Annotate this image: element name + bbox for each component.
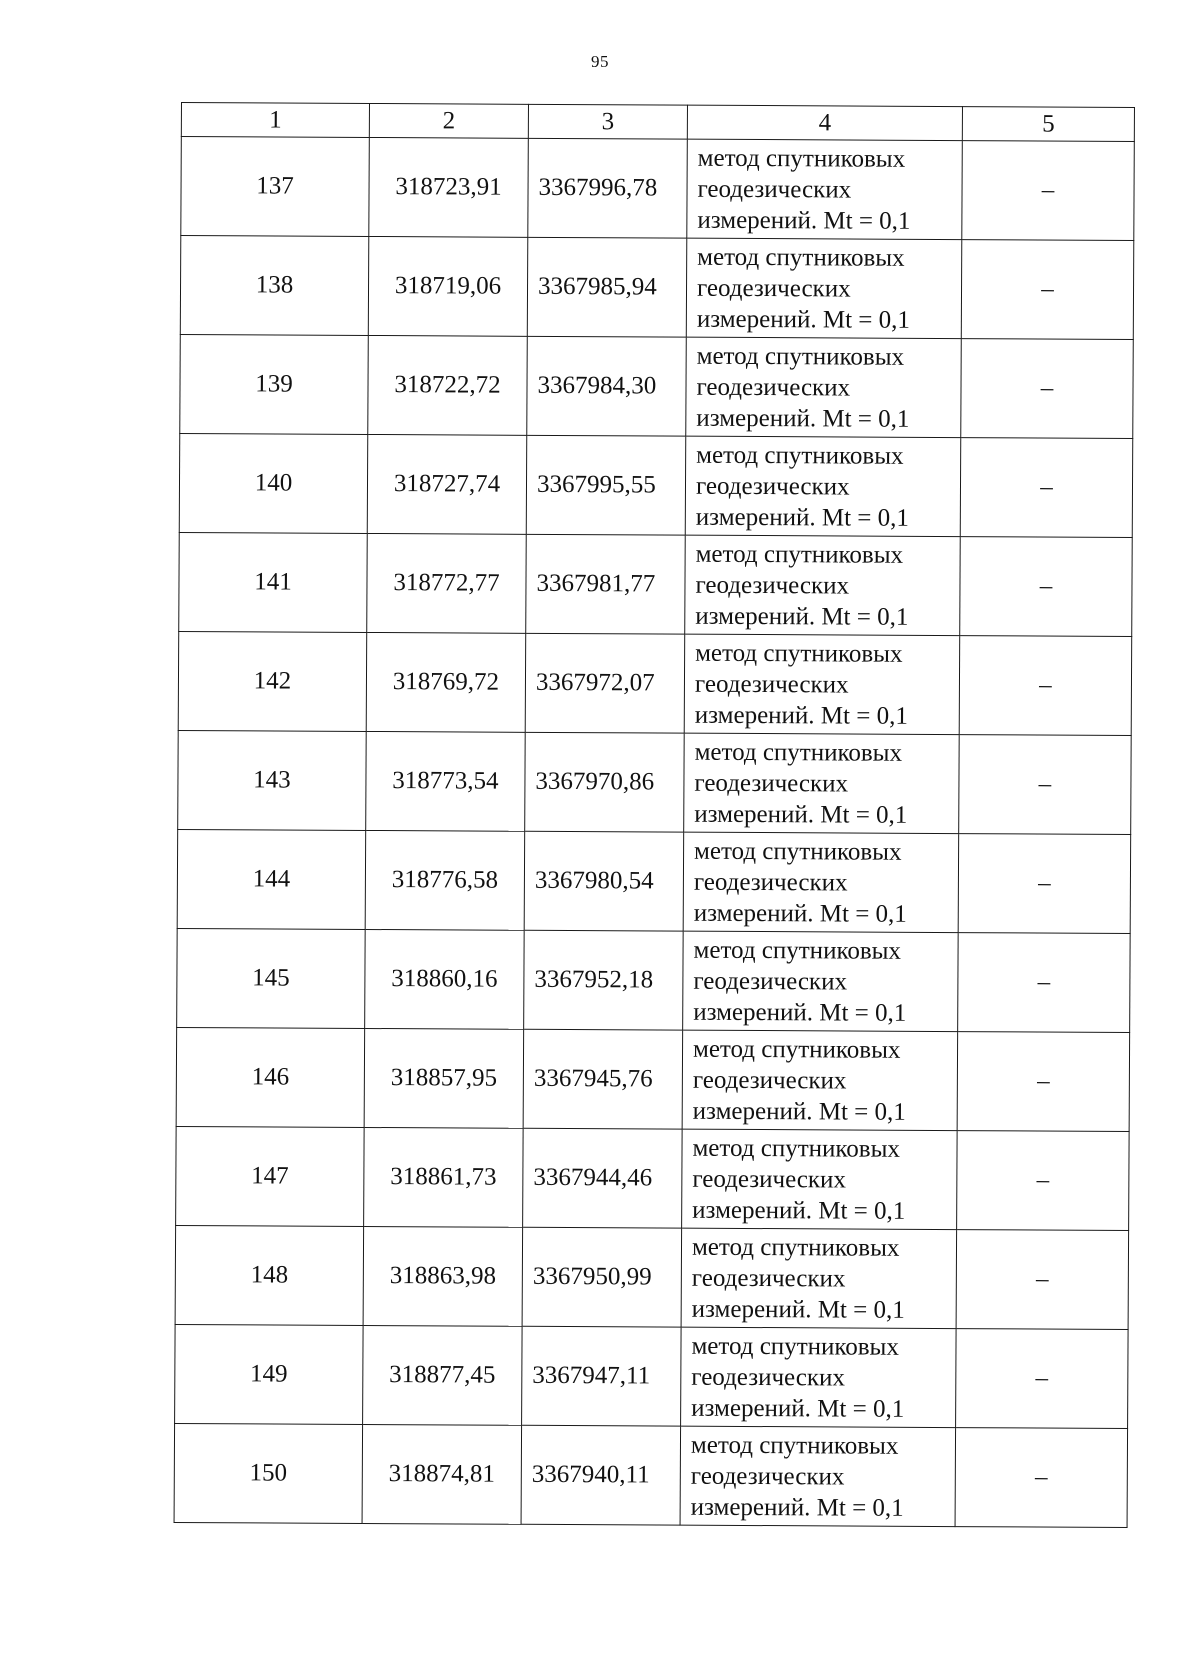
y-coordinate-cell: 3367985,94 (527, 237, 687, 337)
page-number: 95 (591, 52, 609, 71)
method-line: метод спутниковых (694, 837, 902, 866)
y-coordinate-cell: 3367995,55 (526, 435, 686, 535)
x-coordinate-cell: 318857,95 (364, 1028, 524, 1128)
point-number-cell: 145 (177, 928, 366, 1028)
table-row (177, 829, 1131, 933)
method-line: метод спутниковых (696, 342, 905, 371)
method-line: геодезических (694, 769, 849, 798)
method-line: метод спутниковых (695, 639, 903, 668)
extra-cell: – (960, 438, 1133, 538)
table-body (174, 137, 1134, 1528)
point-number-cell: 146 (176, 1027, 365, 1127)
method-line: геодезических (693, 967, 848, 995)
method-line: геодезических (690, 1462, 845, 1490)
x-coordinate-cell: 318769,72 (366, 632, 526, 732)
column-header-4: 4 (687, 105, 962, 140)
method-line: геодезических (692, 1165, 847, 1193)
method-cell (684, 733, 960, 833)
method-line: геодезических (696, 373, 851, 402)
method-line: метод спутниковых (691, 1233, 900, 1262)
method-line: метод спутниковых (693, 936, 902, 965)
point-number-cell: 149 (175, 1324, 364, 1424)
extra-cell: – (962, 141, 1135, 241)
table-row (181, 137, 1135, 241)
method-cell (684, 634, 960, 734)
y-coordinate-cell: 3367940,11 (521, 1425, 681, 1525)
x-coordinate-cell: 318772,77 (367, 533, 527, 633)
method-line: метод спутниковых (697, 144, 906, 173)
method-line: измерений. Mt = 0,1 (696, 305, 911, 334)
extra-cell: – (957, 1131, 1130, 1231)
y-coordinate-cell: 3367980,54 (524, 831, 684, 931)
point-number-cell: 140 (179, 433, 368, 533)
extra-cell: – (961, 240, 1134, 340)
y-coordinate-cell: 3367996,78 (528, 138, 688, 238)
method-cell (683, 931, 959, 1031)
method-line: измерений. Mt = 0,1 (697, 206, 911, 235)
method-cell (682, 1030, 958, 1130)
y-coordinate-cell: 3367972,07 (525, 633, 685, 733)
point-number-cell: 143 (178, 730, 367, 830)
method-line: измерений. Mt = 0,1 (691, 1394, 905, 1423)
y-coordinate-cell: 3367952,18 (524, 930, 684, 1030)
method-cell (681, 1228, 957, 1328)
point-number-cell: 142 (178, 631, 367, 731)
column-header-2: 2 (369, 103, 528, 138)
method-cell (687, 139, 963, 239)
method-cell (682, 1129, 958, 1229)
extra-cell: – (961, 339, 1134, 439)
point-number-cell: 150 (174, 1423, 363, 1523)
method-line: измерений. Mt = 0,1 (692, 1196, 906, 1225)
x-coordinate-cell: 318727,74 (367, 434, 527, 534)
y-coordinate-cell: 3367944,46 (523, 1128, 683, 1228)
method-line: геодезических (694, 670, 849, 699)
method-line: измерений. Mt = 0,1 (695, 602, 909, 631)
extra-cell: – (956, 1230, 1129, 1330)
method-cell (685, 436, 961, 536)
method-line: измерений. Mt = 0,1 (694, 800, 908, 829)
method-cell (686, 337, 962, 437)
x-coordinate-cell: 318860,16 (365, 929, 525, 1029)
method-line: метод спутниковых (697, 243, 905, 272)
y-coordinate-cell: 3367947,11 (522, 1326, 682, 1426)
method-line: метод спутниковых (692, 1035, 901, 1064)
method-line: измерений. Mt = 0,1 (692, 1097, 906, 1126)
method-line: измерений. Mt = 0,1 (691, 1295, 905, 1324)
x-coordinate-cell: 318861,73 (364, 1127, 524, 1227)
method-line: метод спутниковых (695, 540, 904, 569)
point-number-cell: 148 (175, 1225, 364, 1325)
table-row (180, 236, 1134, 340)
point-number-cell: 141 (179, 532, 368, 632)
method-line: геодезических (691, 1264, 846, 1292)
method-line: геодезических (692, 1066, 847, 1094)
table-row (180, 334, 1134, 438)
x-coordinate-cell: 318722,72 (368, 335, 528, 435)
y-coordinate-cell: 3367981,77 (526, 534, 686, 634)
y-coordinate-cell: 3367984,30 (527, 336, 687, 436)
table-row (179, 433, 1133, 537)
x-coordinate-cell: 318723,91 (369, 137, 529, 237)
method-line: метод спутниковых (690, 1431, 899, 1460)
extra-cell: – (956, 1329, 1129, 1429)
method-line: измерений. Mt = 0,1 (696, 404, 910, 433)
method-line: метод спутниковых (694, 738, 903, 767)
method-line: измерений. Mt = 0,1 (690, 1493, 904, 1522)
x-coordinate-cell: 318863,98 (363, 1226, 523, 1326)
table-row (174, 1423, 1128, 1527)
method-cell (683, 832, 959, 932)
table-row (175, 1225, 1129, 1329)
method-cell (686, 238, 962, 338)
table-row (176, 1027, 1130, 1131)
method-line: метод спутниковых (692, 1134, 901, 1163)
table-row (178, 631, 1132, 735)
extra-cell: – (960, 537, 1133, 637)
column-header-1: 1 (181, 103, 369, 138)
table-row (178, 730, 1132, 834)
point-number-cell: 144 (177, 829, 366, 929)
column-header-5: 5 (962, 107, 1134, 142)
table-row (177, 928, 1131, 1032)
x-coordinate-cell: 318776,58 (365, 830, 525, 930)
method-cell (680, 1426, 956, 1526)
method-line: метод спутниковых (691, 1332, 899, 1361)
method-line: геодезических (696, 274, 851, 303)
method-line: геодезических (695, 571, 850, 600)
method-line: геодезических (693, 868, 848, 897)
point-number-cell: 147 (176, 1126, 365, 1226)
method-line: измерений. Mt = 0,1 (694, 701, 908, 730)
y-coordinate-cell: 3367970,86 (525, 732, 685, 832)
x-coordinate-cell: 318773,54 (366, 731, 526, 831)
method-line: метод спутниковых (696, 441, 904, 470)
table-row (179, 532, 1133, 636)
coordinates-table (174, 102, 1135, 1528)
column-header-3: 3 (528, 104, 687, 139)
method-line: измерений. Mt = 0,1 (695, 503, 909, 532)
y-coordinate-cell: 3367945,76 (523, 1029, 683, 1129)
extra-cell: – (958, 933, 1131, 1033)
table-row (175, 1324, 1129, 1428)
extra-cell: – (959, 636, 1132, 736)
table-row (176, 1126, 1130, 1230)
point-number-cell: 138 (180, 236, 369, 336)
x-coordinate-cell: 318874,81 (362, 1424, 522, 1524)
x-coordinate-cell: 318877,45 (363, 1325, 523, 1425)
point-number-cell: 137 (181, 137, 370, 237)
method-cell (681, 1327, 957, 1427)
extra-cell: – (959, 735, 1132, 835)
method-line: геодезических (697, 175, 852, 204)
table-header-row (181, 103, 1134, 142)
extra-cell: – (958, 834, 1131, 934)
method-line: измерений. Mt = 0,1 (693, 998, 907, 1027)
x-coordinate-cell: 318719,06 (368, 236, 528, 336)
y-coordinate-cell: 3367950,99 (522, 1227, 682, 1327)
method-line: геодезических (691, 1363, 845, 1391)
extra-cell: – (955, 1428, 1128, 1528)
method-line: геодезических (695, 472, 850, 501)
extra-cell: – (957, 1032, 1130, 1132)
method-line: измерений. Mt = 0,1 (693, 899, 907, 928)
method-cell (685, 535, 961, 635)
point-number-cell: 139 (180, 334, 369, 434)
